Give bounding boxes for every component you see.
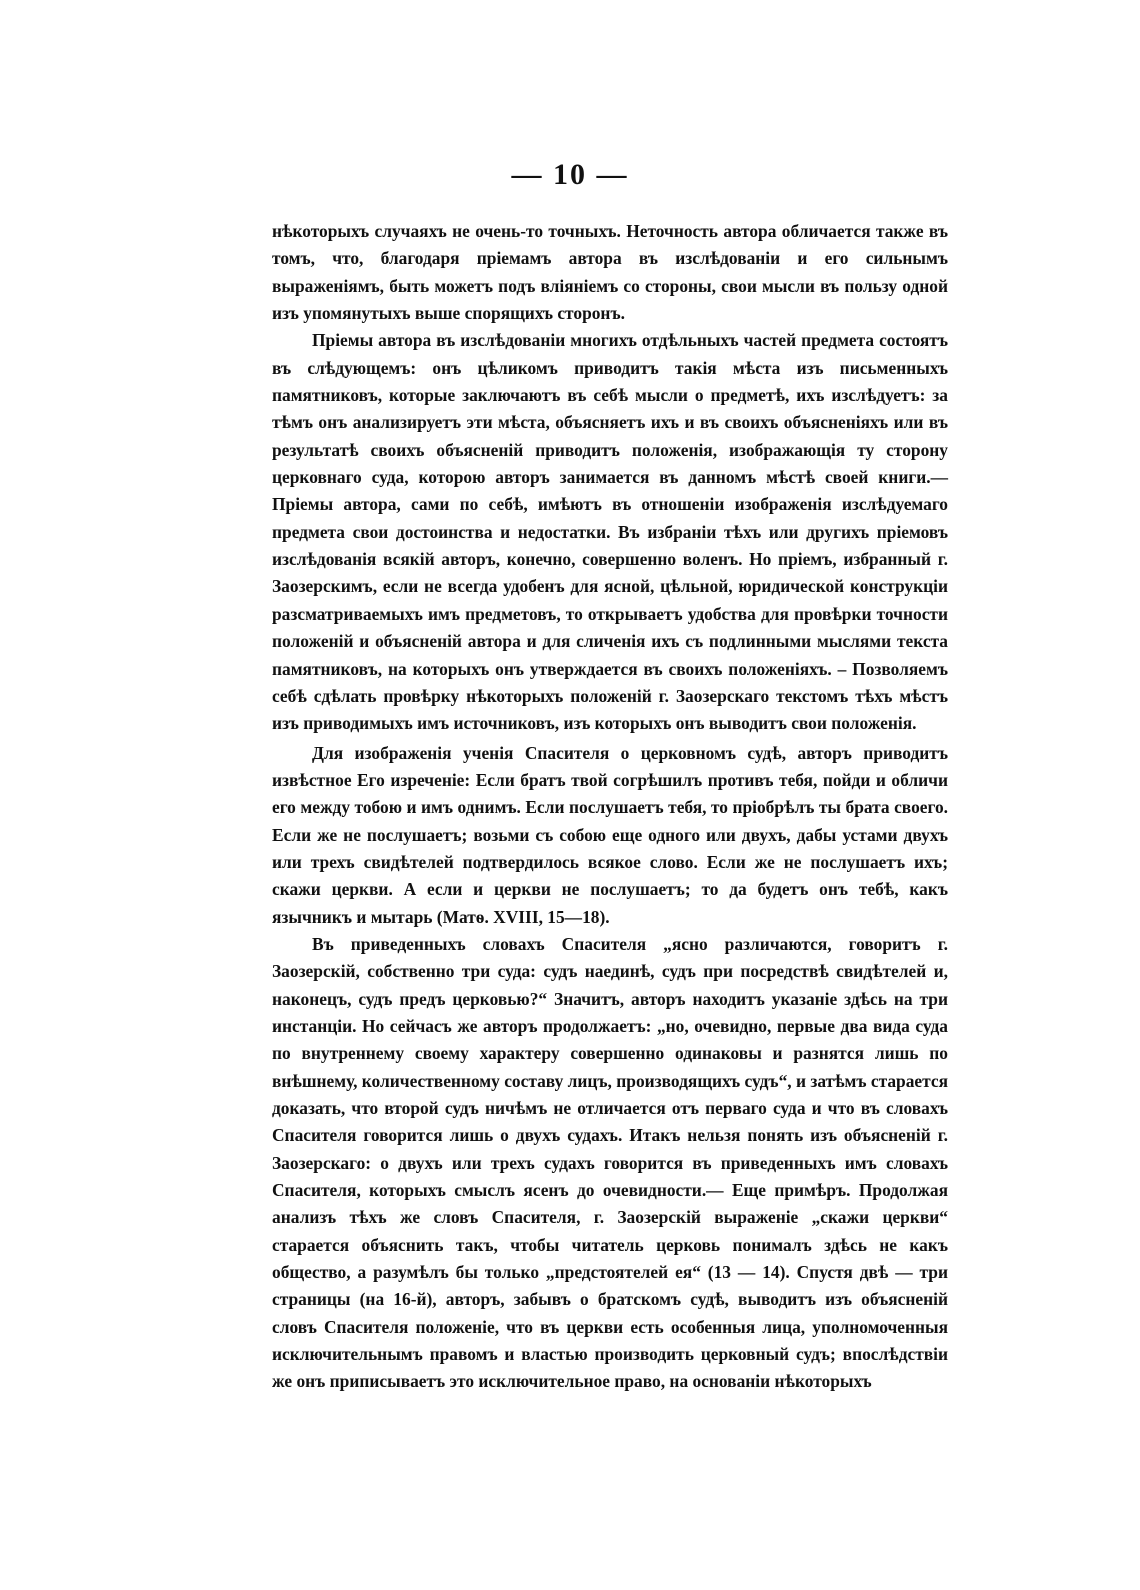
paragraph-4: Въ приведенныхъ словахъ Спасителя „ясно различаются, говоритъ г. Заозерскій, собственно три суда: судъ наединѣ, судъ при посредствѣ свидѣтелей и, наконецъ, судъ предъ церковью?“ Значитъ, авторъ находитъ указаніе здѣсь на три инстанціи. Но сейчасъ же авторъ продолжаетъ: „но, очевидно, первые два вида суда по внутреннему своему характеру совершенно одинаковы и разнятся лишь по внѣшнему, количественному составу лицъ, производящихъ судъ“, и затѣмъ старается доказать, что второй судъ ничѣмъ не отличается отъ перваго суда и что въ словахъ Спасителя говорится лишь о двухъ судахъ. Итакъ нельзя понять изъ объясненій г. Заозерскаго: о двухъ или трехъ судахъ говорится въ приведенныхъ имъ словахъ Спасителя, которыхъ смыслъ ясенъ до очевидности.— Еще примѣръ. Продолжая анализъ тѣхъ же словъ Спасителя, г. Заозерскій выраженіе „скажи церкви“ старается объяснить такъ, чтобы читатель церковь понималъ здѣсь не какъ общество, а разумѣлъ бы только „предстоятелей ея“ (13 — 14). Спустя двѣ — три страницы (на 16-й), авторъ, забывъ о братскомъ судѣ, выводитъ изъ объясненій словъ Спасителя положеніе, что въ церкви есть особенныя лица, уполномоченныя исключительнымъ правомъ и властью производить церковный судъ; впослѣдствіи же онъ приписываетъ это исключительное право, на основаніи нѣкоторыхъ (272, 933, 949, 1392)
paragraph-1: нѣкоторыхъ случаяхъ не очень-то точныхъ. Неточность автора обличается также въ томъ, что, благодаря пріемамъ автора въ изслѣдованіи и его сильнымъ выраженіямъ, быть можетъ подъ вліяніемъ со стороны, свои мысли въ пользу одной изъ упомянутыхъ выше спорящихъ сторонъ. (272, 221, 948, 324)
body-text (272, 218, 948, 1396)
paragraph-3: Для изображенія ученія Спасителя о церковномъ судѣ, авторъ приводитъ извѣстное Его изреченіе: Если братъ твой согрѣшилъ противъ тебя, пойди и обличи его между тобою и имъ однимъ. Если послушаетъ тебя, то пріобрѣлъ ты брата своего. Если же не послушаетъ; возьми съ собою еще одного или двухъ, дабы устами двухъ или трехъ свидѣтелей подтвердилось всякое слово. Если же не послушаетъ ихъ; скажи церкви. А если и церкви не послушаетъ; то да будетъ онъ тебѣ, какъ язычникъ и мытарь (Матѳ. XVIII, 15—18). (272, 742, 948, 927)
page-number: — 10 — (511, 158, 629, 191)
paragraph-2: Пріемы автора въ изслѣдованіи многихъ отдѣльныхъ частей предмета состоятъ въ слѣдующемъ: онъ цѣликомъ приводитъ такія мѣста изъ письменныхъ памятниковъ, которые заключаютъ въ себѣ мысли о предметѣ, ихъ изслѣдуетъ: за тѣмъ онъ анализируетъ эти мѣста, объясняетъ ихъ и въ своихъ объясненіяхъ или въ результатѣ своихъ объясненій приводитъ положенія, изображающія ту сторону церковнаго суда, которою авторъ занимается въ данномъ мѣстѣ своей книги.—Пріемы автора, сами по себѣ, имѣютъ въ отношеніи изображенія изслѣдуемаго предмета свои достоинства и недостатки. Въ избраніи тѣхъ или другихъ пріемовъ изслѣдованія всякій авторъ, конечно, совершенно воленъ. Но пріемъ, избранный г. Заозерскимъ, если не всегда удобенъ для ясной, цѣльной, юридической конструкціи разсматриваемыхъ имъ предметовъ, то открываетъ удобства для провѣрки точности положеній и объясненій автора и для сличенія ихъ съ подлинными мыслями текста памятниковъ, на которыхъ онъ утверждается въ своихъ положеніяхъ. – Позволяемъ себѣ сдѣлать провѣрку нѣкоторыхъ положеній г. Заозерскаго текстомъ тѣхъ мѣстъ изъ приводимыхъ имъ источниковъ, изъ которыхъ онъ выводитъ свои положенія. (272, 330, 948, 734)
